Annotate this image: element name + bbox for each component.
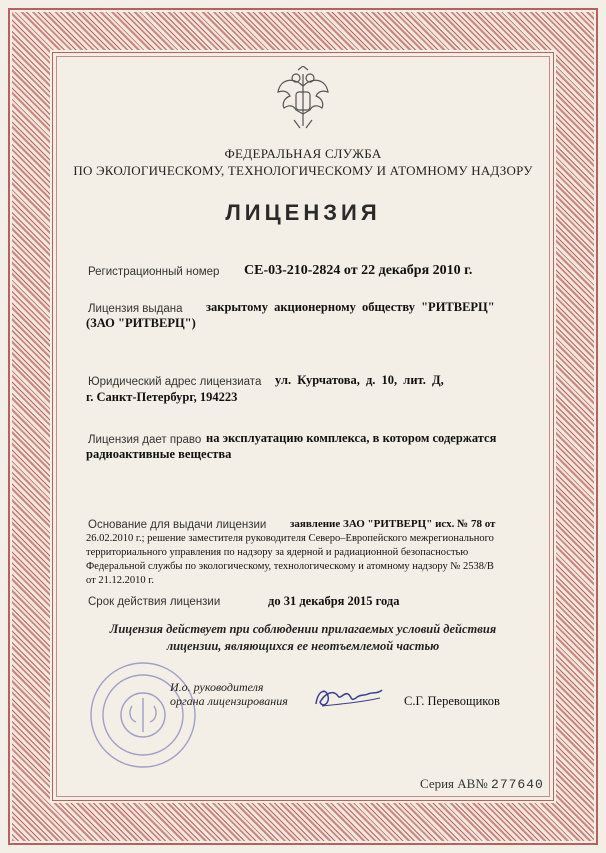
condition-line2: лицензии, являющихся ее неотъемлемой частью (166, 639, 440, 653)
signatory-name: С.Г. Перевощиков (404, 694, 500, 708)
address-value-line2: г. Санкт-Петербург, 194223 (86, 390, 238, 404)
condition-line1: Лицензия действует при соблюдении прилагаемых условий действия (109, 622, 497, 636)
right-label: Лицензия дает право (88, 434, 202, 446)
address-value-line1: ул. Курчатова, д. 10, лит. Д, (275, 373, 444, 387)
signatory-title-line1: И.о. руководителя (170, 680, 264, 694)
agency-name-line2: ПО ЭКОЛОГИЧЕСКОМУ, ТЕХНОЛОГИЧЕСКОМУ И АТОМНОМУ НАДЗОРУ (73, 163, 533, 178)
registration-label: Регистрационный номер (88, 266, 220, 278)
agency-name-line1: ФЕДЕРАЛЬНАЯ СЛУЖБА (224, 146, 382, 161)
document-title: ЛИЦЕНЗИЯ (225, 200, 381, 225)
basis-value-line1: заявление ЗАО "РИТВЕРЦ" исх. № 78 от (290, 518, 496, 530)
address-label: Юридический адрес лицензиата (88, 376, 262, 388)
official-seal-stamp (88, 660, 198, 770)
registration-value: СЕ-03-210-2824 от 22 декабря 2010 г. (244, 263, 473, 278)
series-number-value: 277640 (491, 777, 544, 792)
series-number-sign: № (475, 776, 488, 791)
basis-value-line3: территориального управления по надзору за ядерной и радиационной безопасностью (86, 547, 469, 558)
right-value-line1: на эксплуатацию комплекса, в котором содержатся (206, 431, 497, 445)
basis-label: Основание для выдачи лицензии (88, 519, 267, 531)
issued-to-label: Лицензия выдана (88, 303, 183, 315)
right-value-line2: радиоактивные вещества (86, 447, 232, 461)
coat-of-arms-icon (274, 66, 332, 134)
basis-value-line2: 26.02.2010 г.; решение заместителя руководителя Северо–Европейского межрегионального (86, 533, 494, 544)
series-code: АВ (457, 776, 476, 791)
basis-value-line4: Федеральной службы по экологическому, технологическому и атомному надзору № 2538/В (86, 561, 494, 572)
signatory-title-line2: органа лицензирования (170, 694, 288, 708)
validity-value: до 31 декабря 2015 года (268, 594, 400, 608)
issued-to-value-line1: закрытому акционерному обществу "РИТВЕРЦ" (206, 300, 495, 314)
series-number (420, 776, 544, 792)
handwritten-signature (312, 682, 384, 712)
basis-value-line5: от 21.12.2010 г. (86, 575, 154, 586)
issued-to-value-line2: (ЗАО "РИТВЕРЦ") (86, 316, 196, 330)
validity-label: Срок действия лицензии (88, 596, 221, 608)
series-label: Серия (420, 776, 455, 791)
